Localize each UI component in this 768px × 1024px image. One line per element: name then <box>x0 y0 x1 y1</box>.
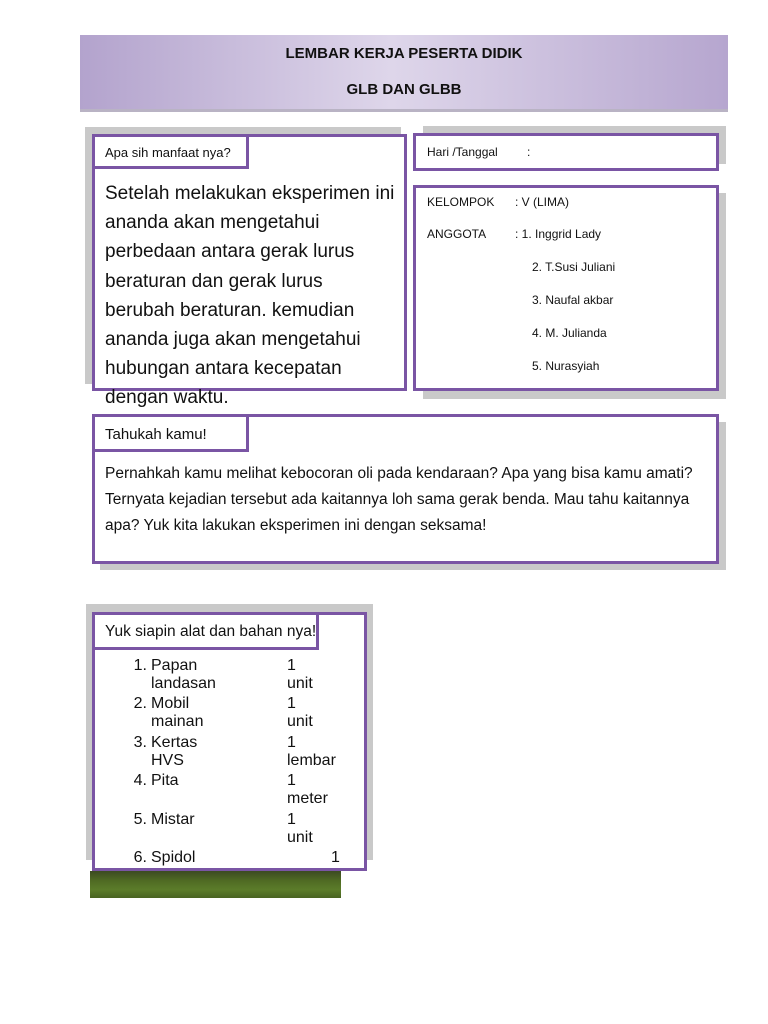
item-quantity: 1 unit <box>287 657 313 692</box>
worksheet-header <box>80 35 728 109</box>
member-item: 4. M. Julianda <box>532 326 607 340</box>
item-name: Mobil mainan <box>151 695 204 730</box>
item-name: Mistar <box>151 811 195 828</box>
hari-tanggal-box <box>413 133 719 171</box>
item-name: Spidol <box>151 849 196 866</box>
item-number: 2. <box>133 695 147 712</box>
manfaat-box <box>92 134 407 409</box>
kelompok-label: KELOMPOK <box>427 195 495 209</box>
manfaat-title: Apa sih manfaat nya? <box>92 134 249 169</box>
item-number: 6. <box>133 849 147 866</box>
tahukah-title: Tahukah kamu! <box>92 414 249 452</box>
anggota-label: ANGGOTA <box>427 227 487 241</box>
hari-tanggal-separator: : <box>527 145 531 159</box>
item-name: Kertas HVS <box>151 734 198 769</box>
alat-bahan-box <box>92 612 367 871</box>
tahukah-text: Pernahkah kamu melihat kebocoran oli pada kendaraan? Apa yang bisa kamu amati? Ternyata kejadian tersebut ada kaitannya loh sama gerak benda. Mau tahu kaitannya apa? Yuk kita lakukan eksperimen ini dengan seksama! <box>105 465 693 534</box>
grass-image <box>90 871 341 898</box>
item-quantity: 1 unit <box>287 811 313 846</box>
item-quantity: 1 lembar <box>287 734 336 769</box>
item-quantity: 1 <box>331 849 340 866</box>
item-number: 1. <box>133 657 147 674</box>
alat-bahan-title: Yuk siapin alat dan bahan nya! <box>92 612 319 650</box>
kelompok-value: : V (LIMA) <box>515 195 570 209</box>
item-number: 4. <box>133 772 147 789</box>
manfaat-text: Setelah melakukan eksperimen ini ananda akan mengetahui perbedaan antara gerak lurus beraturan dan gerak lurus berubah beraturan. kemudian ananda juga akan mengetahui hubungan antara kecepatan dengan waktu. <box>105 183 395 409</box>
item-name: Pita <box>151 772 179 789</box>
hari-tanggal-label: Hari /Tanggal <box>427 145 498 159</box>
member-item: : 1. Inggrid Lady <box>515 227 602 241</box>
item-quantity: 1 meter <box>287 772 328 807</box>
item-number: 3. <box>133 734 147 751</box>
item-number: 5. <box>133 811 147 828</box>
worksheet-subtitle: GLB DAN GLBB <box>346 81 462 98</box>
item-quantity: 1 unit <box>287 695 313 730</box>
member-item: 2. T.Susi Juliani <box>532 260 616 274</box>
worksheet-title: LEMBAR KERJA PESERTA DIDIK <box>285 45 523 62</box>
item-name: Papan landasan <box>151 657 216 692</box>
member-item: 3. Naufal akbar <box>532 293 614 307</box>
kelompok-box <box>413 185 719 391</box>
member-item: 5. Nurasyiah <box>532 359 600 373</box>
